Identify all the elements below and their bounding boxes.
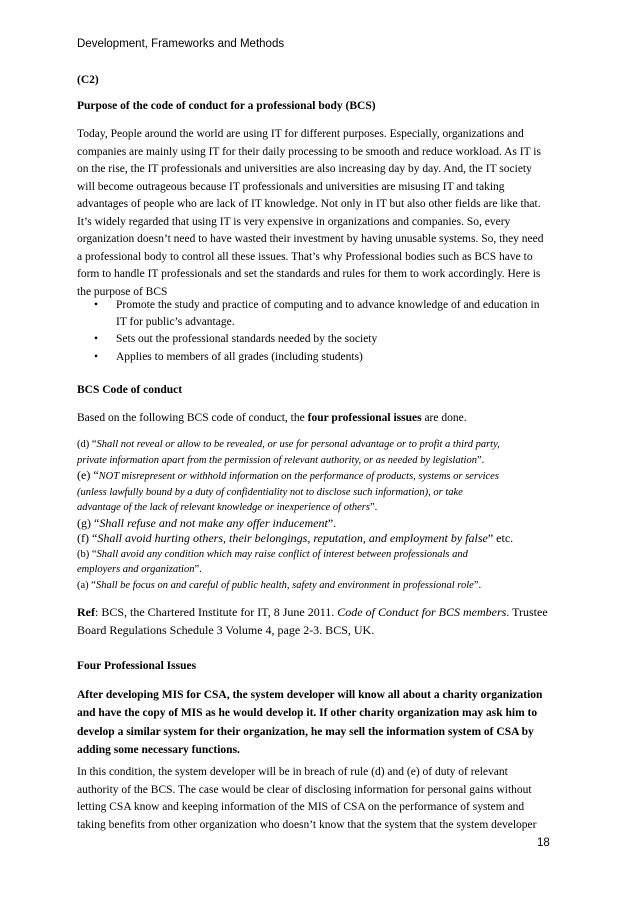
text-line: and have the copy of MIS as he would develop it. If other charity organization may ask him to — [77, 707, 538, 720]
text-line: organization doesn’t need to have wasted their investment by having unusable systems. So, they need — [77, 233, 544, 245]
bcs-intro: Based on the following BCS code of conduct, the four professional issues are done. — [77, 412, 467, 424]
rules-list — [77, 437, 561, 593]
bullet-text: Promote the study and practice of computing and to advance knowledge of and education in — [116, 299, 540, 311]
section-code: (C2) — [77, 74, 99, 86]
text-line: It’s widely regarded that using IT is very expensive in organizations and companies. So, every — [77, 215, 511, 228]
analysis-paragraph — [77, 764, 561, 834]
text-line: on the rise, the IT professionals and universities are also increasing day by day. And, the IT society — [77, 163, 532, 175]
text-line: develop a similar system for their organization, he may sell the information system of CSA by — [77, 725, 534, 738]
text-line: After developing MIS for CSA, the system developer will know all about a charity organization — [77, 689, 543, 701]
text-line: the purpose of BCS — [77, 285, 168, 298]
purpose-bullet-list — [77, 297, 561, 366]
text-line: authority of the BCS. The case would be clear of disclosing information for personal gains without — [77, 783, 532, 796]
ref-label: Ref — [77, 605, 95, 619]
bullet-text: Sets out the professional standards needed by the society — [116, 333, 378, 346]
bold-phrase: four professional issues — [307, 412, 422, 424]
rule-b-cont: employers and organization”. — [77, 564, 202, 575]
running-header: Development, Frameworks and Methods — [77, 38, 285, 50]
bullet-text: Applies to members of all grades (including students) — [116, 350, 363, 363]
rule-d: (d) “Shall not reveal or allow to be revealed, or use for personal advantage or to profit a third party, — [77, 439, 500, 450]
text-line: taking benefits from other organization who doesn’t know that the system that the system developer — [77, 818, 537, 831]
bullet-icon: • — [94, 299, 99, 311]
text-line: form to handle IT professionals and set the standards and rules for them to work accordingly. Here is — [77, 268, 541, 280]
rule-e-cont: (unless lawfully bound by a duty of confidentiality not to disclose such information), or take — [77, 486, 463, 498]
rule-e-cont: advantage of the lack of relevant knowledge or inexperience of others”. — [77, 502, 378, 513]
text-line: will become outrageous because IT professionals and universities are misusing IT and taking — [77, 180, 505, 193]
text-line: advantages of people who are lack of IT knowledge. Not only in IT but also other fields are like that. — [77, 198, 541, 210]
rule-e: (e) “NOT misrepresent or withhold information on the performance of products, systems or services — [77, 468, 499, 482]
text-line: adding some necessary functions. — [77, 744, 240, 757]
rule-b: (b) “Shall avoid any condition which may raise conflict of interest between professionals and — [77, 548, 468, 560]
page-number: 18 — [537, 837, 550, 849]
bullet-text-cont: IT for public’s advantage. — [116, 316, 235, 329]
list-item — [77, 349, 561, 366]
bullet-icon: • — [94, 350, 99, 363]
rule-g: (g) “Shall refuse and not make any offer inducement”. — [77, 515, 337, 530]
list-item — [77, 331, 561, 348]
text-line: In this condition, the system developer will be in breach of rule (d) and (e) of duty of relevant — [77, 766, 508, 778]
rule-d-cont: private information apart from the permission of relevant authority, or as needed by legislation”. — [77, 454, 485, 466]
text-line: letting CSA know and keeping information of the MIS of CSA on the performance of system and — [77, 801, 525, 813]
reference: Ref: BCS, the Chartered Institute for IT, 8 June 2011. Code of Conduct for BCS members. Trustee Board Regulations Schedule 3 Volume 4, page 2-3. BCS, UK. — [77, 605, 548, 637]
list-item — [77, 297, 561, 331]
section-heading-four-issues: Four Professional Issues — [77, 660, 197, 672]
ref-title: Code of Conduct for BCS members — [337, 605, 507, 619]
text-line: a professional body to control all these issues. That’s why Professional bodies such as BCS have to — [77, 250, 533, 263]
text-line: companies are mainly using IT for their daily processing to be smooth and reduce workload. As IT is — [77, 145, 541, 158]
rule-f: (f) “Shall avoid hurting others, their belongings, reputation, and employment by false” etc. — [77, 531, 514, 545]
text-line: Today, People around the world are using IT for different purposes. Especially, organizations and — [77, 128, 524, 140]
bullet-icon: • — [94, 333, 99, 346]
scenario-bold-paragraph — [77, 686, 561, 760]
intro-paragraph — [77, 126, 561, 301]
section-heading-purpose: Purpose of the code of conduct for a professional body (BCS) — [77, 100, 376, 112]
section-heading-bcs-code: BCS Code of conduct — [77, 384, 183, 396]
rule-a: (a) “Shall be focus on and careful of public health, safety and environment in professional role”. — [77, 579, 482, 591]
